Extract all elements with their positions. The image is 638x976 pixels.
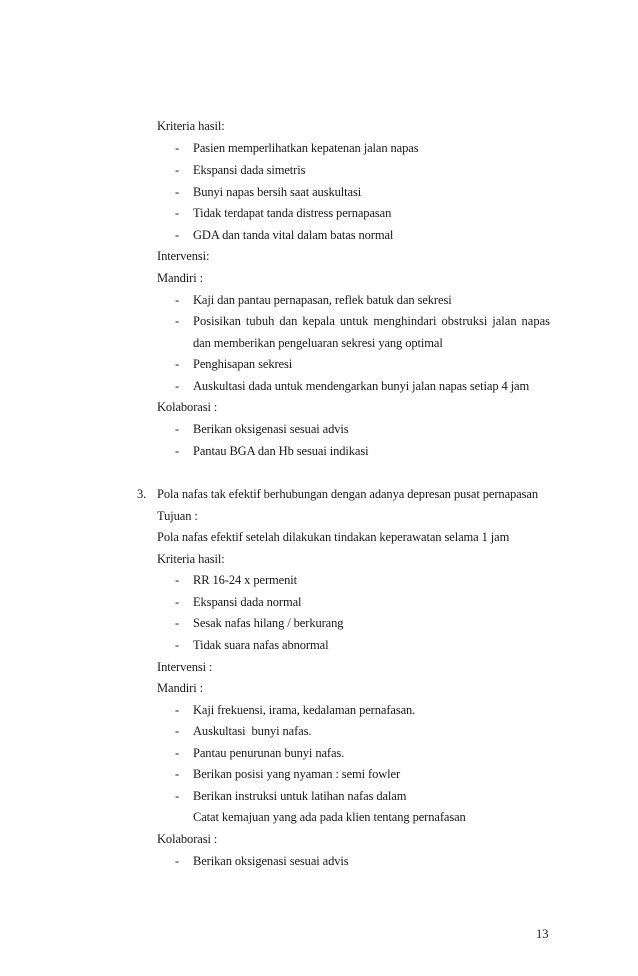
section-heading: Pola nafas tak efektif berhubungan dengan adanya depresan pusat pernapasan <box>157 487 538 501</box>
bullet-dash: - <box>175 616 180 630</box>
bullet-dash: - <box>175 293 180 307</box>
bullet-dash: - <box>175 724 180 738</box>
bullet-dash: - <box>175 573 180 587</box>
mandiri-item: Penghisapan sekresi <box>193 357 293 371</box>
bullet-dash: - <box>175 422 180 436</box>
mandiri-item: Posisikan tubuh dan kepala untuk menghindari obstruksi jalan napas <box>193 314 550 328</box>
intervensi-label: Intervensi : <box>157 660 213 674</box>
mandiri-label: Mandiri : <box>157 681 203 695</box>
kriteria-item: GDA dan tanda vital dalam batas normal <box>193 228 394 242</box>
kolaborasi-item: Pantau BGA dan Hb sesuai indikasi <box>193 444 369 458</box>
bullet-dash: - <box>175 746 180 760</box>
tujuan-label: Tujuan : <box>157 509 198 523</box>
bullet-dash: - <box>175 163 180 177</box>
bullet-dash: - <box>175 703 180 717</box>
bullet-dash: - <box>175 314 180 328</box>
bullet-dash: - <box>175 595 180 609</box>
kriteria-item: RR 16-24 x permenit <box>193 573 297 587</box>
kolaborasi-label: Kolaborasi : <box>157 832 218 846</box>
bullet-dash: - <box>175 141 180 155</box>
kolaborasi-label: Kolaborasi : <box>157 400 218 414</box>
bullet-dash: - <box>175 767 180 781</box>
bullet-dash: - <box>175 228 180 242</box>
mandiri-item: Auskultasi dada untuk mendengarkan bunyi jalan napas setiap 4 jam <box>193 379 530 393</box>
kriteria-item: Bunyi napas bersih saat auskultasi <box>193 185 362 199</box>
mandiri-item-continuation: dan memberikan pengeluaran sekresi yang optimal <box>193 336 443 350</box>
kriteria-item: Tidak terdapat tanda distress pernapasan <box>193 206 392 220</box>
kolaborasi-item: Berikan oksigenasi sesuai advis <box>193 422 349 436</box>
tujuan-text: Pola nafas efektif setelah dilakukan tindakan keperawatan selama 1 jam <box>157 530 510 544</box>
bullet-dash: - <box>175 379 180 393</box>
kriteria-item: Pasien memperlihatkan kepatenan jalan napas <box>193 141 419 155</box>
kriteria-item: Sesak nafas hilang / berkurang <box>193 616 344 630</box>
bullet-dash: - <box>175 789 180 803</box>
bullet-dash: - <box>175 206 180 220</box>
section-number: 3. <box>137 487 147 501</box>
kriteria-item: Tidak suara nafas abnormal <box>193 638 329 652</box>
bullet-dash: - <box>175 185 180 199</box>
mandiri-item: Berikan posisi yang nyaman : semi fowler <box>193 767 401 781</box>
kriteria-item: Ekspansi dada simetris <box>193 163 306 177</box>
kriteria-hasil-label: Kriteria hasil: <box>157 552 225 566</box>
page-number: 13 <box>536 927 549 941</box>
bullet-dash: - <box>175 638 180 652</box>
kolaborasi-item: Berikan oksigenasi sesuai advis <box>193 854 349 868</box>
kriteria-hasil-label: Kriteria hasil: <box>157 119 225 133</box>
mandiri-item: Kaji frekuensi, irama, kedalaman pernafasan. <box>193 703 416 717</box>
mandiri-label: Mandiri : <box>157 271 203 285</box>
mandiri-item: Auskultasi bunyi nafas. <box>193 724 312 738</box>
bullet-dash: - <box>175 357 180 371</box>
mandiri-item: Kaji dan pantau pernapasan, reflek batuk dan sekresi <box>193 293 452 307</box>
bullet-dash: - <box>175 444 180 458</box>
intervensi-label: Intervensi: <box>157 249 210 263</box>
kriteria-item: Ekspansi dada normal <box>193 595 302 609</box>
mandiri-item: Berikan instruksi untuk latihan nafas dalam <box>193 789 407 803</box>
mandiri-item-continuation: Catat kemajuan yang ada pada klien tentang pernafasan <box>193 810 466 824</box>
mandiri-item: Pantau penurunan bunyi nafas. <box>193 746 345 760</box>
bullet-dash: - <box>175 854 180 868</box>
